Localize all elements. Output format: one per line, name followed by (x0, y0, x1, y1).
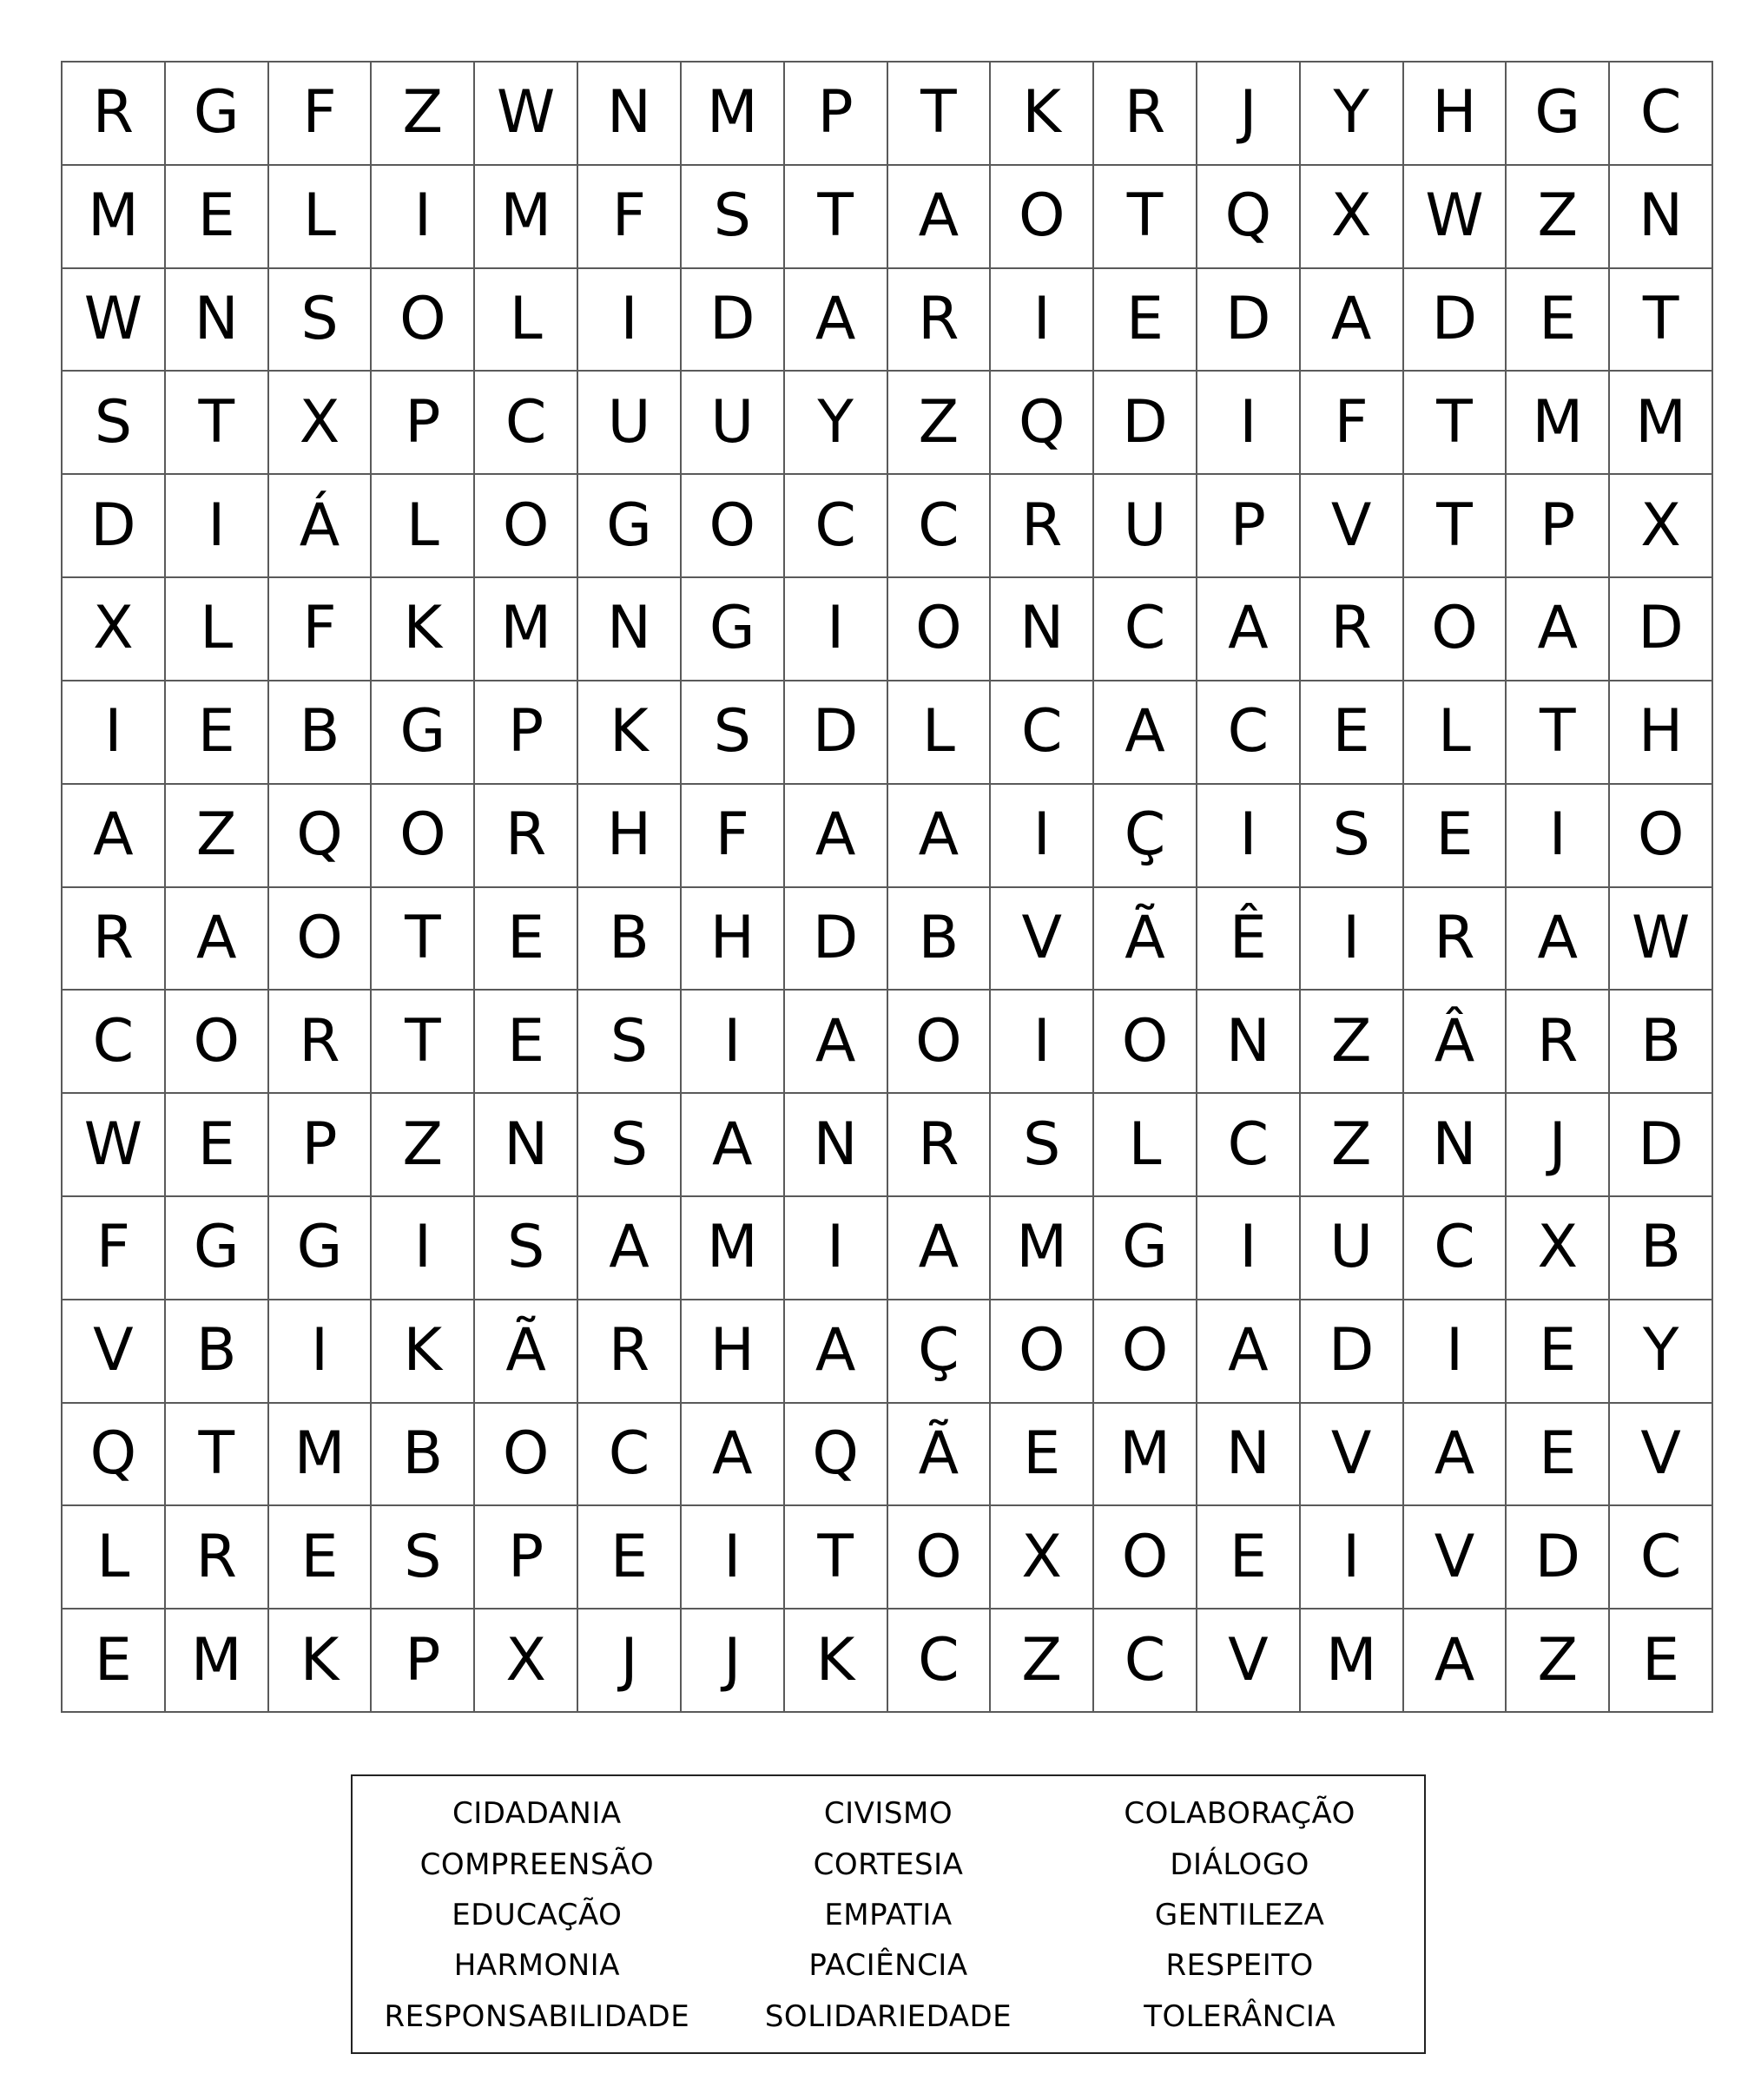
grid-cell[interactable]: M (1301, 1610, 1404, 1713)
grid-cell[interactable]: V (1301, 475, 1404, 578)
grid-cell[interactable]: Y (1610, 1300, 1713, 1404)
grid-cell[interactable]: A (1197, 578, 1301, 681)
grid-cell[interactable]: F (269, 578, 373, 681)
grid-cell[interactable]: B (1610, 991, 1713, 1094)
grid-cell[interactable]: I (1507, 785, 1610, 888)
grid-cell[interactable]: I (682, 1506, 785, 1610)
grid-cell[interactable]: C (1610, 63, 1713, 166)
grid-cell[interactable]: S (1301, 785, 1404, 888)
grid-cell[interactable]: C (1610, 1506, 1713, 1610)
grid-cell[interactable]: F (269, 63, 373, 166)
grid-cell[interactable]: S (578, 1094, 682, 1197)
grid-cell[interactable]: A (888, 1197, 992, 1300)
grid-cell[interactable]: I (1301, 888, 1404, 991)
grid-cell[interactable]: O (682, 475, 785, 578)
word-list-item: CIVISMO (823, 1796, 953, 1832)
grid-cell[interactable]: I (682, 991, 785, 1094)
grid-cell[interactable]: K (269, 1610, 373, 1713)
grid-cell[interactable]: B (1610, 1197, 1713, 1300)
grid-cell[interactable]: P (475, 681, 578, 785)
grid-cell[interactable]: X (1507, 1197, 1610, 1300)
grid-cell[interactable]: A (888, 785, 992, 888)
grid-cell[interactable]: Q (785, 1404, 888, 1507)
grid-cell[interactable]: A (1507, 888, 1610, 991)
grid-cell[interactable]: F (578, 166, 682, 269)
grid-cell[interactable]: C (578, 1404, 682, 1507)
word-list-item: COLABORAÇÃO (1124, 1796, 1355, 1832)
grid-cell[interactable]: T (888, 63, 992, 166)
grid-cell[interactable]: O (166, 991, 269, 1094)
grid-cell[interactable]: Ê (1197, 888, 1301, 991)
grid-cell[interactable]: O (475, 475, 578, 578)
grid-cell[interactable]: N (991, 578, 1094, 681)
grid-cell[interactable]: Q (991, 372, 1094, 475)
grid-cell[interactable]: P (269, 1094, 373, 1197)
grid-cell[interactable]: M (475, 578, 578, 681)
grid-cell[interactable]: R (991, 475, 1094, 578)
grid-cell[interactable]: O (888, 578, 992, 681)
grid-cell[interactable]: E (1094, 269, 1197, 372)
grid-cell[interactable]: N (1197, 991, 1301, 1094)
grid-cell[interactable]: T (785, 1506, 888, 1610)
grid-cell[interactable]: T (1507, 681, 1610, 785)
grid-cell[interactable]: L (1094, 1094, 1197, 1197)
grid-cell[interactable]: A (1197, 1300, 1301, 1404)
grid-cell[interactable]: J (682, 1610, 785, 1713)
grid-cell[interactable]: P (1507, 475, 1610, 578)
grid-cell[interactable]: D (1301, 1300, 1404, 1404)
grid-cell[interactable]: C (1404, 1197, 1507, 1300)
grid-cell[interactable]: Ç (888, 1300, 992, 1404)
grid-cell[interactable]: C (1197, 1094, 1301, 1197)
grid-cell[interactable]: H (1404, 63, 1507, 166)
grid-cell[interactable]: C (785, 475, 888, 578)
grid-cell[interactable]: H (682, 1300, 785, 1404)
grid-cell[interactable]: C (1094, 578, 1197, 681)
grid-cell[interactable]: R (269, 991, 373, 1094)
grid-cell[interactable]: P (372, 372, 475, 475)
grid-cell[interactable]: M (1610, 372, 1713, 475)
grid-cell[interactable]: H (578, 785, 682, 888)
grid-cell[interactable]: F (63, 1197, 166, 1300)
grid-cell[interactable]: A (785, 269, 888, 372)
word-list-item: SOLIDARIEDADE (764, 1998, 1012, 2034)
grid-cell[interactable]: L (63, 1506, 166, 1610)
grid-cell[interactable]: X (269, 372, 373, 475)
grid-cell[interactable]: M (166, 1610, 269, 1713)
grid-cell[interactable]: D (63, 475, 166, 578)
grid-cell[interactable]: A (1301, 269, 1404, 372)
grid-cell[interactable]: T (166, 372, 269, 475)
grid-cell[interactable]: A (682, 1094, 785, 1197)
grid-cell[interactable]: M (991, 1197, 1094, 1300)
grid-cell[interactable]: O (1094, 991, 1197, 1094)
grid-cell[interactable]: I (991, 269, 1094, 372)
grid-cell[interactable]: G (1507, 63, 1610, 166)
grid-cell[interactable]: E (1610, 1610, 1713, 1713)
word-list-item: PACIÊNCIA (808, 1948, 968, 1984)
grid-cell[interactable]: U (1301, 1197, 1404, 1300)
grid-cell[interactable]: O (888, 1506, 992, 1610)
grid-cell[interactable]: P (372, 1610, 475, 1713)
grid-cell[interactable]: B (166, 1300, 269, 1404)
grid-cell[interactable]: W (475, 63, 578, 166)
grid-cell[interactable]: N (1197, 1404, 1301, 1507)
grid-cell[interactable]: M (269, 1404, 373, 1507)
grid-cell[interactable]: X (991, 1506, 1094, 1610)
grid-cell[interactable]: X (475, 1610, 578, 1713)
grid-cell[interactable]: Z (1301, 991, 1404, 1094)
grid-cell[interactable]: B (269, 681, 373, 785)
grid-cell[interactable]: E (1507, 1404, 1610, 1507)
grid-cell[interactable]: U (1094, 475, 1197, 578)
grid-cell[interactable]: O (991, 166, 1094, 269)
grid-cell[interactable]: K (372, 1300, 475, 1404)
grid-cell[interactable]: W (1610, 888, 1713, 991)
grid-cell[interactable]: C (1094, 1610, 1197, 1713)
grid-cell[interactable]: Q (269, 785, 373, 888)
letter-grid (61, 61, 1713, 1713)
grid-cell[interactable]: M (475, 166, 578, 269)
grid-cell[interactable]: Z (372, 63, 475, 166)
grid-cell[interactable]: I (269, 1300, 373, 1404)
grid-cell[interactable]: Z (991, 1610, 1094, 1713)
grid-cell[interactable]: E (578, 1506, 682, 1610)
grid-cell[interactable]: Z (1507, 166, 1610, 269)
grid-cell[interactable]: I (63, 681, 166, 785)
grid-cell[interactable]: R (888, 1094, 992, 1197)
grid-cell[interactable]: Â (1404, 991, 1507, 1094)
grid-cell[interactable]: C (991, 681, 1094, 785)
grid-cell[interactable]: N (475, 1094, 578, 1197)
grid-cell[interactable]: R (166, 1506, 269, 1610)
grid-cell[interactable]: Y (785, 372, 888, 475)
grid-cell[interactable]: P (785, 63, 888, 166)
word-list-item: RESPONSABILIDADE (384, 1998, 690, 2034)
grid-cell[interactable]: H (1610, 681, 1713, 785)
grid-cell[interactable]: V (63, 1300, 166, 1404)
grid-cell[interactable]: N (785, 1094, 888, 1197)
grid-cell[interactable]: E (63, 1610, 166, 1713)
grid-cell[interactable]: O (888, 991, 992, 1094)
grid-cell[interactable]: A (1404, 1404, 1507, 1507)
grid-cell[interactable]: T (166, 1404, 269, 1507)
grid-cell[interactable]: Q (63, 1404, 166, 1507)
grid-cell[interactable]: R (475, 785, 578, 888)
grid-cell[interactable]: A (785, 1300, 888, 1404)
grid-cell[interactable]: Z (1301, 1094, 1404, 1197)
grid-cell[interactable]: A (166, 888, 269, 991)
grid-cell[interactable]: Z (166, 785, 269, 888)
grid-cell[interactable]: B (888, 888, 992, 991)
grid-cell[interactable]: W (1404, 166, 1507, 269)
grid-cell[interactable]: R (63, 63, 166, 166)
grid-cell[interactable]: H (682, 888, 785, 991)
grid-cell[interactable]: S (682, 166, 785, 269)
grid-cell[interactable]: M (682, 63, 785, 166)
grid-cell[interactable]: R (1301, 578, 1404, 681)
grid-cell[interactable]: T (1610, 269, 1713, 372)
grid-cell[interactable]: O (1094, 1506, 1197, 1610)
word-list-item: GENTILEZA (1154, 1897, 1325, 1932)
grid-cell[interactable]: M (682, 1197, 785, 1300)
grid-cell[interactable]: O (372, 269, 475, 372)
grid-cell[interactable]: E (1507, 269, 1610, 372)
grid-cell[interactable]: Ç (1094, 785, 1197, 888)
word-list-item: RESPEITO (1165, 1948, 1314, 1984)
word-list-item: EDUCAÇÃO (452, 1897, 623, 1932)
grid-cell[interactable]: W (63, 1094, 166, 1197)
grid-cell[interactable]: I (1197, 372, 1301, 475)
grid-cell[interactable]: S (991, 1094, 1094, 1197)
grid-cell[interactable]: N (578, 578, 682, 681)
grid-cell[interactable]: R (1507, 991, 1610, 1094)
grid-cell[interactable]: K (372, 578, 475, 681)
grid-cell[interactable]: N (166, 269, 269, 372)
grid-cell[interactable]: A (578, 1197, 682, 1300)
grid-cell[interactable]: R (1094, 63, 1197, 166)
grid-cell[interactable]: P (475, 1506, 578, 1610)
grid-cell[interactable]: P (1197, 475, 1301, 578)
grid-cell[interactable]: K (785, 1610, 888, 1713)
grid-cell[interactable]: O (269, 888, 373, 991)
grid-cell[interactable]: C (1197, 681, 1301, 785)
grid-cell[interactable]: D (1610, 578, 1713, 681)
grid-cell[interactable]: I (785, 578, 888, 681)
word-list-item: DIÁLOGO (1170, 1847, 1309, 1882)
grid-cell[interactable]: Ã (475, 1300, 578, 1404)
grid-cell[interactable]: L (888, 681, 992, 785)
grid-cell[interactable]: D (785, 681, 888, 785)
grid-cell[interactable]: N (1610, 166, 1713, 269)
grid-cell[interactable]: J (578, 1610, 682, 1713)
grid-cell[interactable]: T (1094, 166, 1197, 269)
grid-cell[interactable]: O (991, 1300, 1094, 1404)
word-list-item: HARMONIA (453, 1948, 620, 1984)
grid-cell[interactable]: I (991, 991, 1094, 1094)
grid-cell[interactable]: C (63, 991, 166, 1094)
grid-cell[interactable]: V (1301, 1404, 1404, 1507)
grid-cell[interactable]: D (1197, 269, 1301, 372)
grid-cell[interactable]: D (1610, 1094, 1713, 1197)
grid-cell[interactable]: V (991, 888, 1094, 991)
grid-cell[interactable]: G (166, 63, 269, 166)
grid-cell[interactable]: G (578, 475, 682, 578)
grid-cell[interactable]: C (888, 1610, 992, 1713)
word-list-item: COMPREENSÃO (419, 1847, 655, 1882)
grid-cell[interactable]: G (1094, 1197, 1197, 1300)
grid-cell[interactable]: D (1507, 1506, 1610, 1610)
grid-cell[interactable]: S (63, 372, 166, 475)
grid-cell[interactable]: T (1404, 475, 1507, 578)
grid-cell[interactable]: O (1094, 1300, 1197, 1404)
grid-cell[interactable]: W (63, 269, 166, 372)
grid-cell[interactable]: T (785, 166, 888, 269)
grid-cell[interactable]: J (1507, 1094, 1610, 1197)
grid-cell[interactable]: E (166, 1094, 269, 1197)
grid-cell[interactable]: A (785, 991, 888, 1094)
grid-cell[interactable]: G (682, 578, 785, 681)
grid-cell[interactable]: R (888, 269, 992, 372)
grid-cell[interactable]: A (888, 166, 992, 269)
grid-cell[interactable]: S (578, 991, 682, 1094)
grid-cell[interactable]: I (785, 1197, 888, 1300)
grid-cell[interactable]: R (578, 1300, 682, 1404)
grid-cell[interactable]: T (372, 888, 475, 991)
grid-cell[interactable]: I (578, 269, 682, 372)
grid-cell[interactable]: E (991, 1404, 1094, 1507)
grid-cell[interactable]: Ã (1094, 888, 1197, 991)
grid-cell[interactable]: E (269, 1506, 373, 1610)
grid-cell[interactable]: X (1301, 166, 1404, 269)
grid-cell[interactable]: L (1404, 681, 1507, 785)
grid-cell[interactable]: I (372, 166, 475, 269)
grid-cell[interactable]: O (475, 1404, 578, 1507)
grid-cell[interactable]: J (1197, 63, 1301, 166)
grid-cell[interactable]: B (372, 1404, 475, 1507)
grid-cell[interactable]: V (1610, 1404, 1713, 1507)
grid-cell[interactable]: A (785, 785, 888, 888)
grid-cell[interactable]: N (578, 63, 682, 166)
grid-cell[interactable]: M (1094, 1404, 1197, 1507)
grid-cell[interactable]: G (166, 1197, 269, 1300)
grid-cell[interactable]: F (1301, 372, 1404, 475)
grid-cell[interactable]: U (682, 372, 785, 475)
grid-cell[interactable]: E (475, 991, 578, 1094)
grid-cell[interactable]: D (682, 269, 785, 372)
word-list-item: TOLERÂNCIA (1144, 1998, 1336, 2034)
word-list-item: CIDADANIA (452, 1796, 622, 1832)
grid-cell[interactable]: I (166, 475, 269, 578)
grid-cell[interactable]: Q (1197, 166, 1301, 269)
grid-cell[interactable]: M (1507, 372, 1610, 475)
grid-cell[interactable]: B (578, 888, 682, 991)
grid-cell[interactable]: A (63, 785, 166, 888)
word-list-box (351, 1774, 1426, 2054)
grid-cell[interactable]: E (166, 166, 269, 269)
grid-cell[interactable]: Z (888, 372, 992, 475)
word-list-item: EMPATIA (824, 1897, 953, 1932)
grid-cell[interactable]: L (269, 166, 373, 269)
grid-cell[interactable]: E (166, 681, 269, 785)
grid-cell[interactable]: L (372, 475, 475, 578)
grid-cell[interactable]: K (991, 63, 1094, 166)
grid-cell[interactable]: Ã (888, 1404, 992, 1507)
grid-cell[interactable]: A (682, 1404, 785, 1507)
grid-cell[interactable]: R (1404, 888, 1507, 991)
grid-cell[interactable]: D (1094, 372, 1197, 475)
grid-cell[interactable]: E (1404, 785, 1507, 888)
grid-cell[interactable]: I (1301, 1506, 1404, 1610)
grid-cell[interactable]: D (1404, 269, 1507, 372)
grid-cell[interactable]: O (1404, 578, 1507, 681)
grid-cell[interactable]: X (1610, 475, 1713, 578)
grid-cell[interactable]: I (991, 785, 1094, 888)
grid-cell[interactable]: Z (1507, 1610, 1610, 1713)
grid-cell[interactable]: A (1094, 681, 1197, 785)
grid-cell[interactable]: R (63, 888, 166, 991)
grid-cell[interactable]: T (372, 991, 475, 1094)
grid-cell[interactable]: I (372, 1197, 475, 1300)
grid-cell[interactable]: U (578, 372, 682, 475)
grid-cell[interactable]: L (475, 269, 578, 372)
grid-cell[interactable]: V (1197, 1610, 1301, 1713)
grid-cell[interactable]: E (1197, 1506, 1301, 1610)
grid-cell[interactable]: D (785, 888, 888, 991)
grid-cell[interactable]: Y (1301, 63, 1404, 166)
word-list-item: CORTESIA (813, 1847, 964, 1882)
grid-cell[interactable]: S (475, 1197, 578, 1300)
grid-cell[interactable]: T (1404, 372, 1507, 475)
grid-cell[interactable]: S (682, 681, 785, 785)
grid-cell[interactable]: Z (372, 1094, 475, 1197)
grid-cell[interactable]: E (1507, 1300, 1610, 1404)
grid-cell[interactable]: O (1610, 785, 1713, 888)
grid-cell[interactable]: K (578, 681, 682, 785)
grid-cell[interactable]: G (372, 681, 475, 785)
grid-cell[interactable]: C (888, 475, 992, 578)
grid-cell[interactable]: V (1404, 1506, 1507, 1610)
grid-cell[interactable]: E (1301, 681, 1404, 785)
grid-cell[interactable]: I (1404, 1300, 1507, 1404)
grid-cell[interactable]: S (372, 1506, 475, 1610)
grid-cell[interactable]: X (63, 578, 166, 681)
grid-cell[interactable]: O (372, 785, 475, 888)
grid-cell[interactable]: N (1404, 1094, 1507, 1197)
grid-cell[interactable]: L (166, 578, 269, 681)
grid-cell[interactable]: A (1507, 578, 1610, 681)
grid-cell[interactable]: E (475, 888, 578, 991)
grid-cell[interactable]: C (475, 372, 578, 475)
grid-cell[interactable]: F (682, 785, 785, 888)
grid-cell[interactable]: I (1197, 785, 1301, 888)
grid-cell[interactable]: S (269, 269, 373, 372)
grid-cell[interactable]: G (269, 1197, 373, 1300)
grid-cell[interactable]: A (1404, 1610, 1507, 1713)
grid-cell[interactable]: I (1197, 1197, 1301, 1300)
grid-cell[interactable]: Á (269, 475, 373, 578)
grid-cell[interactable]: M (63, 166, 166, 269)
